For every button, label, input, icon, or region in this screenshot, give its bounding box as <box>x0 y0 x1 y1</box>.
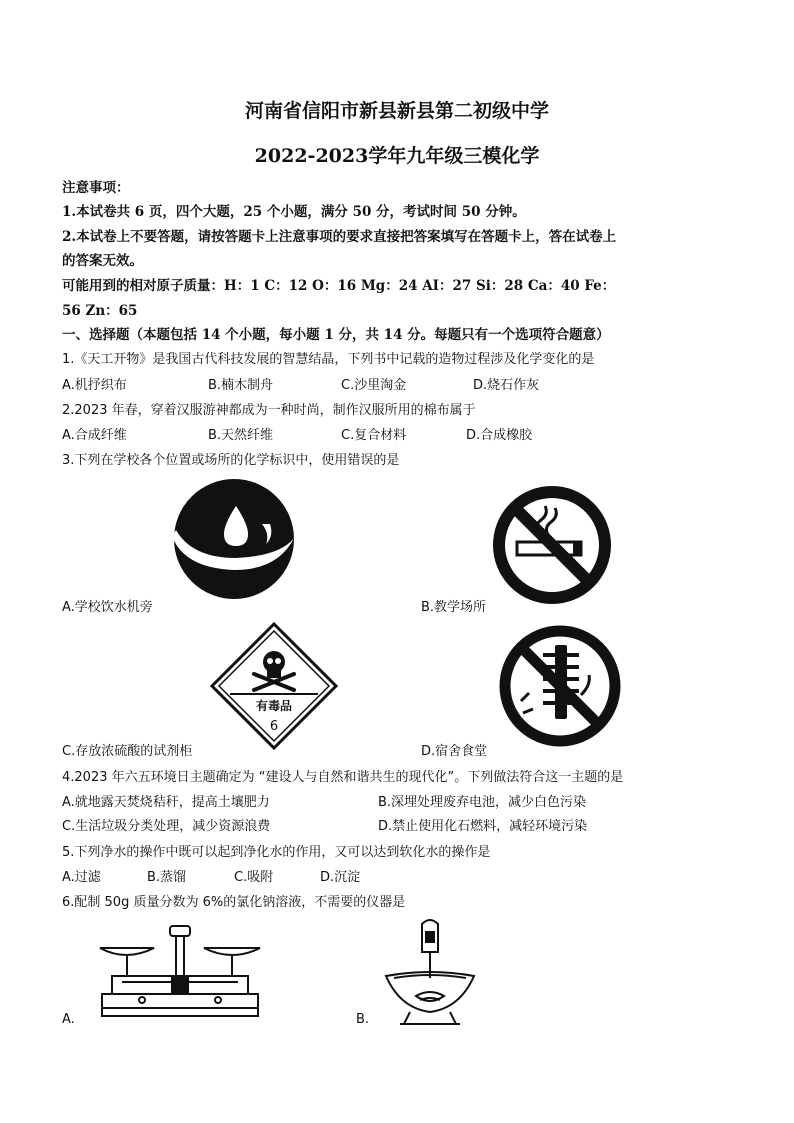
notes-item-1: 1.本试卷共 6 页，四个大题，25 个小题，满分 50 分，考试时间 50 分钟。 <box>62 204 526 220</box>
q3-option-c: C.存放浓硫酸的试剂柜 <box>62 744 193 759</box>
q5-option-b: B.蒸馏 <box>147 870 187 885</box>
q4-option-b: B.深埋处理废弃电池，减少白色污染 <box>378 795 587 810</box>
q3-option-b: B.教学场所 <box>421 600 487 615</box>
q5-stem: 5.下列净水的操作中既可以起到净化水的作用，又可以达到软化水的操作是 <box>62 845 491 860</box>
water-saving-sign-icon <box>170 478 298 600</box>
q2-stem: 2.2023 年春，穿着汉服游神都成为一种时尚，制作汉服所用的棉布属于 <box>62 403 476 418</box>
q4-stem: 4.2023 年六五环境日主题确定为 “建设人与自然和谐共生的现代化”。下列做法符合这一主题的是 <box>62 770 624 785</box>
q5-option-a: A.过滤 <box>62 870 101 885</box>
q6-option-a: A. <box>62 1012 75 1027</box>
q1-option-d: D.烧石作灰 <box>473 378 540 393</box>
q6-stem: 6.配制 50g 质量分数为 6%的氯化钠溶液，不需要的仪器是 <box>62 895 406 910</box>
q2-option-c: C.复合材料 <box>341 428 407 443</box>
q2-option-d: D.合成橡胶 <box>466 428 533 443</box>
q1-option-c: C.沙里淘金 <box>341 378 407 393</box>
toxic-label-text: 有毒品 <box>255 699 293 713</box>
q4-option-a: A.就地露天焚烧秸秆，提高土壤肥力 <box>62 795 270 810</box>
q2-option-b: B.天然纤维 <box>208 428 274 443</box>
q5-option-d: D.沉淀 <box>320 870 361 885</box>
q5-option-c: C.吸附 <box>234 870 274 885</box>
no-smoking-sign-icon <box>491 484 613 606</box>
atomic-mass-line: 可能用到的相对原子质量：H：1 C：12 O：16 Mg：24 AI：27 Si：28 Ca：40 Fe： <box>62 278 616 294</box>
q3-stem: 3.下列在学校各个位置或场所的化学标识中，使用错误的是 <box>62 453 400 468</box>
atomic-mass-line-cont: 56 Zn：65 <box>62 303 138 319</box>
q3-option-a: A.学校饮水机旁 <box>62 600 153 615</box>
q3-option-d: D.宿舍食堂 <box>421 744 488 759</box>
q6-option-b: B. <box>356 1012 370 1027</box>
exam-title-school: 河南省信阳市新县新县第二初级中学 <box>244 100 549 122</box>
balance-scale-icon <box>96 920 266 1024</box>
q1-option-a: A.机抒织布 <box>62 378 127 393</box>
evaporation-apparatus-icon <box>380 918 480 1028</box>
q4-option-d: D.禁止使用化石燃料，减轻环境污染 <box>378 819 588 834</box>
q4-option-c: C.生活垃圾分类处理，减少资源浪费 <box>62 819 271 834</box>
no-firecracker-sign-icon <box>495 623 625 749</box>
toxic-substance-sign-icon <box>210 622 338 750</box>
notes-item-2-cont: 的答案无效。 <box>62 253 143 269</box>
q2-option-a: A.合成纤维 <box>62 428 127 443</box>
notes-item-2: 2.本试卷上不要答题，请按答题卡上注意事项的要求直接把答案填写在答题卡上，答在试卷上 <box>62 229 617 245</box>
q1-option-b: B.楠木制舟 <box>208 378 274 393</box>
section-1-heading: 一、选择题（本题包括 14 个小题，每小题 1 分，共 14 分。每题只有一个选项符合题意） <box>62 327 610 343</box>
notes-heading: 注意事项： <box>62 180 130 196</box>
toxic-class-number: 6 <box>269 719 279 734</box>
exam-title-subject: 2022-2023学年九年级三模化学 <box>254 145 540 167</box>
q1-stem: 1.《天工开物》是我国古代科技发展的智慧结晶，下列书中记载的造物过程涉及化学变化的是 <box>62 352 595 367</box>
